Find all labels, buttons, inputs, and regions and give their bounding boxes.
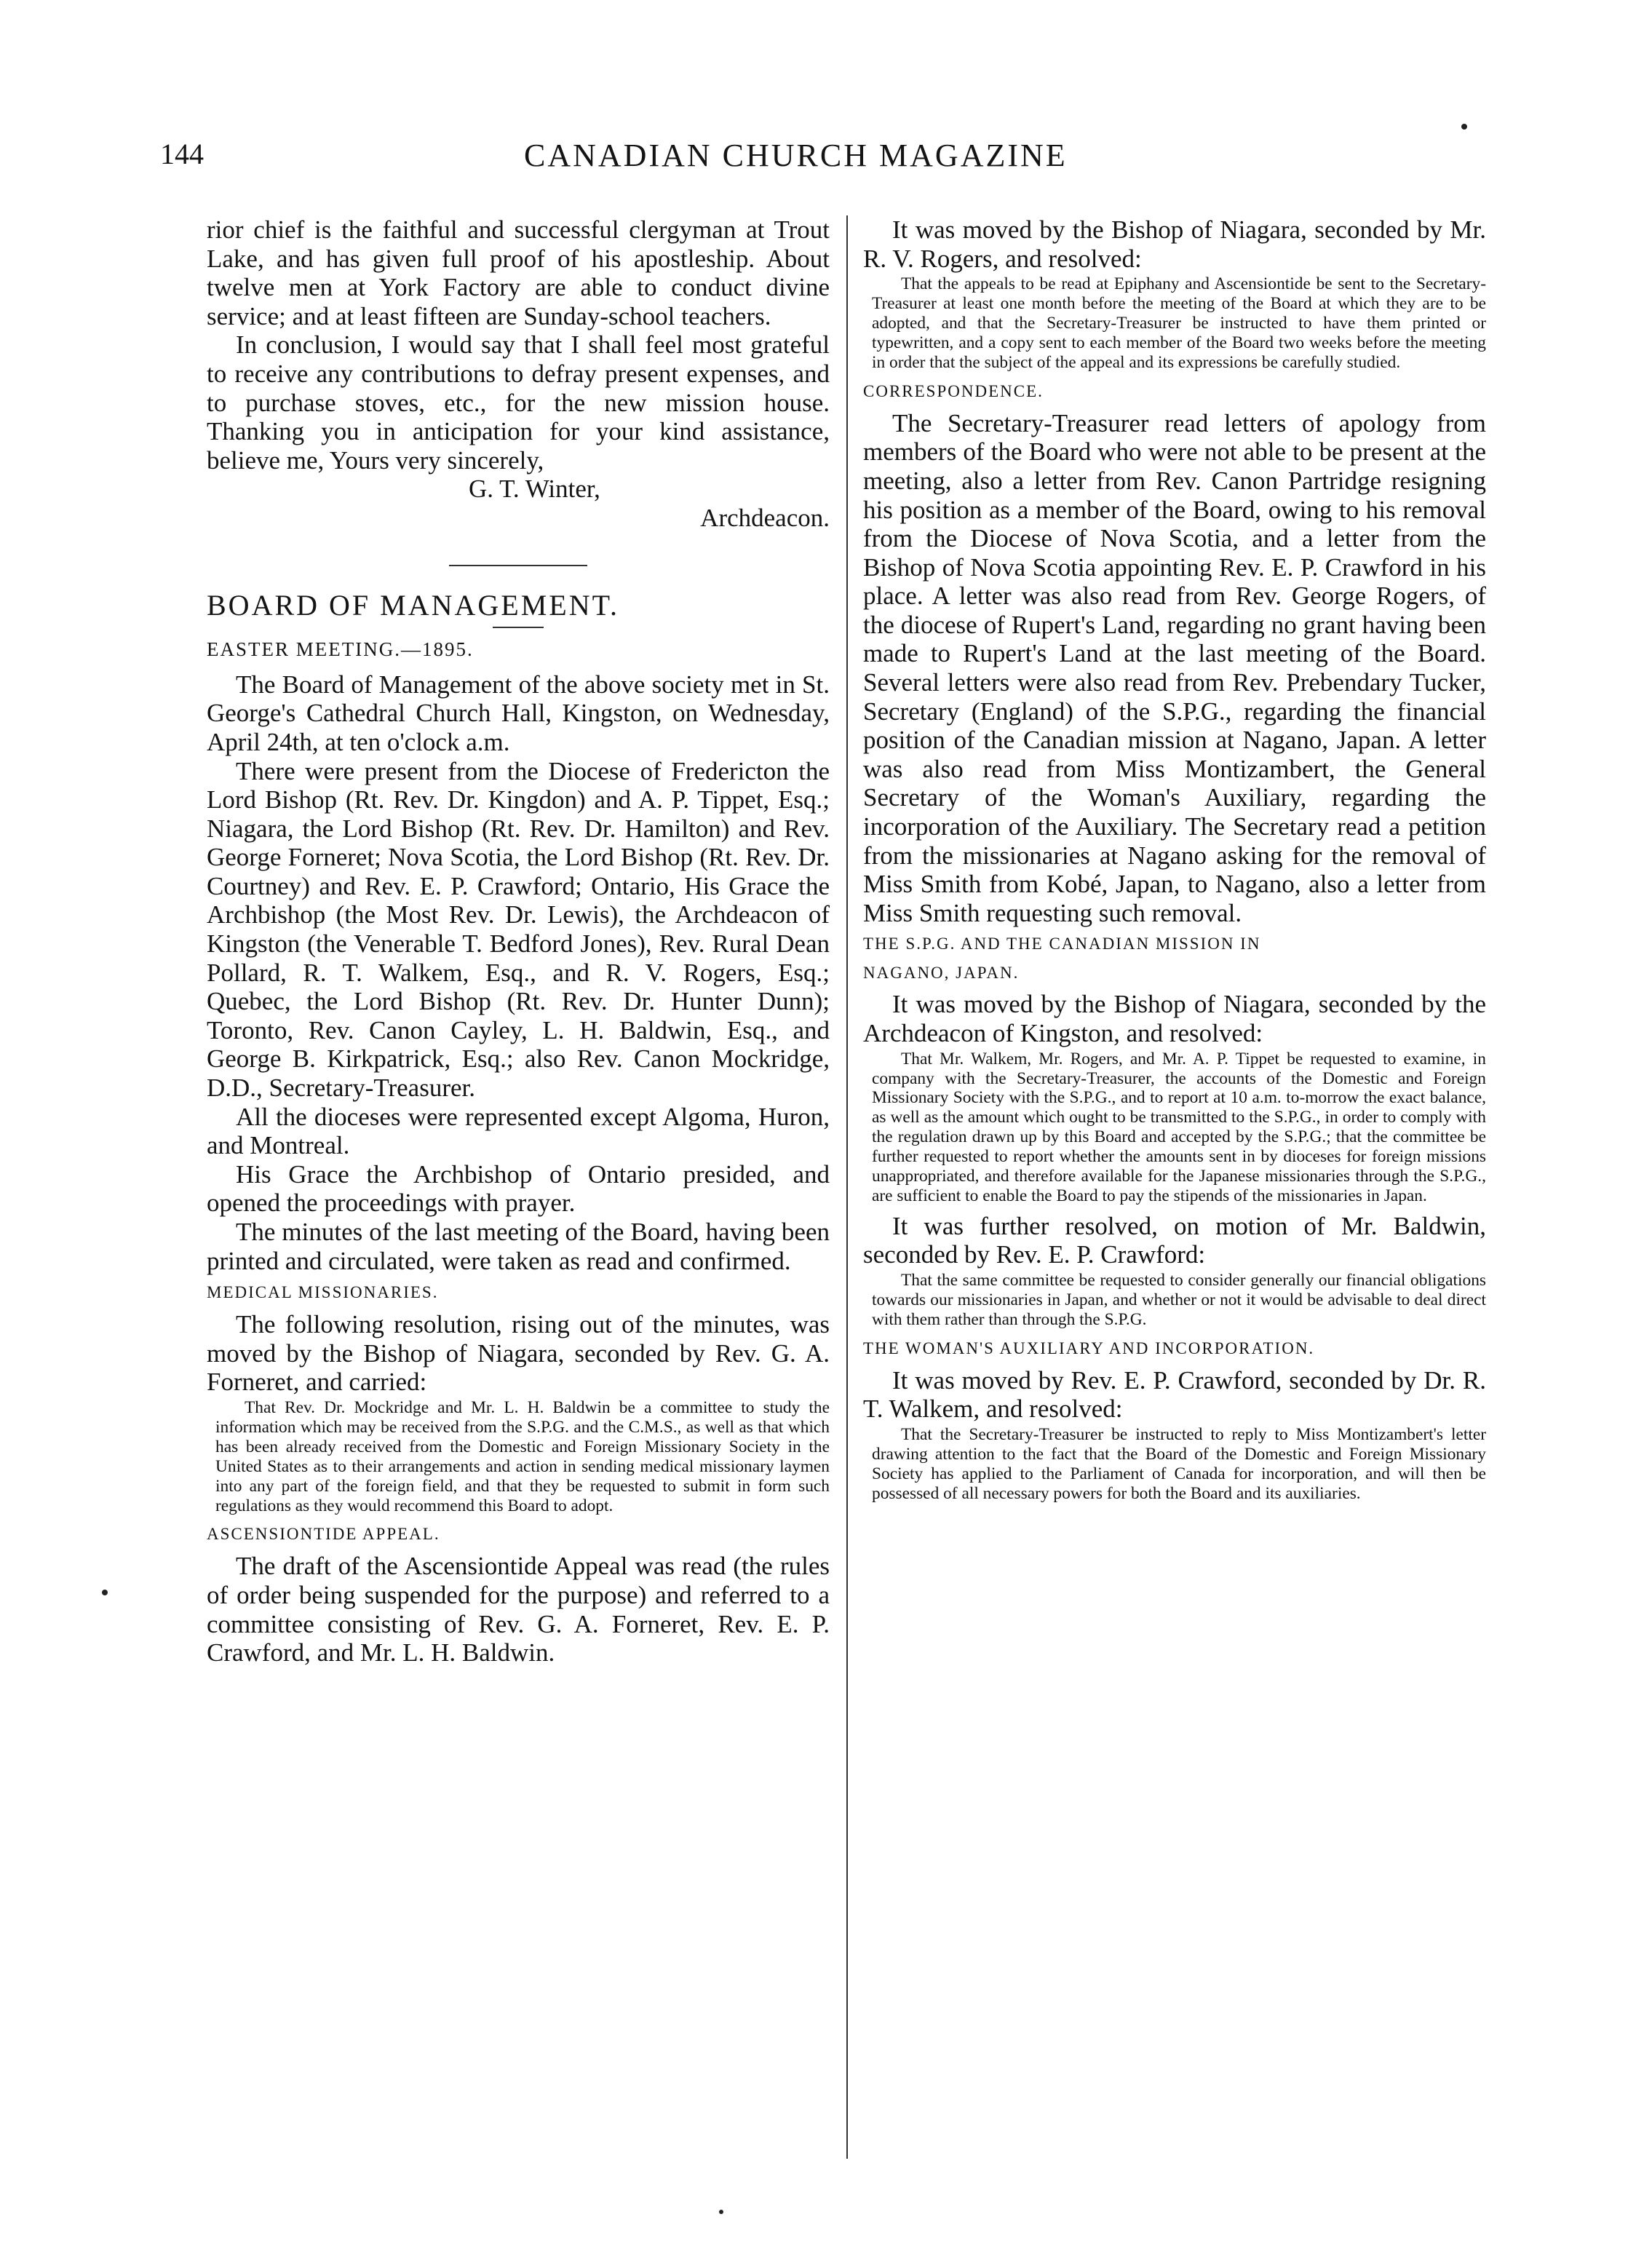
paragraph: The Board of Management of the above society met in St. George's Cathedral Church Hall, Kingston, on Wednesday, April 24th, at ten o'clock a.m.: [207, 670, 830, 756]
paragraph: His Grace the Archbishop of Ontario presided, and opened the proceedings with prayer.: [207, 1159, 830, 1218]
right-column: [863, 215, 1486, 1510]
paragraph: The minutes of the last meeting of the Board, having been printed and circulated, were taken as read and confirmed.: [207, 1218, 830, 1275]
subsection-heading: CORRESPONDENCE.: [863, 381, 1044, 400]
section-rule: [449, 565, 587, 566]
paragraph: rior chief is the faithful and successful clergyman at Trout Lake, and has given full proof of his apostleship. About twelve men at York Factory are able to conduct divine service; and at least fifteen are Sunday-school teachers.: [207, 215, 830, 330]
subsection-heading: THE WOMAN'S AUXILIARY AND INCORPORATION.: [863, 1338, 1315, 1357]
subsection-heading: MEDICAL MISSIONARIES.: [207, 1283, 439, 1302]
column-divider: [846, 215, 848, 2159]
paragraph: There were present from the Diocese of Fredericton the Lord Bishop (Rt. Rev. Dr. Kingdon) and A. P. Tippet, Esq.; Niagara, the Lord Bishop (Rt. Rev. Dr. Hamilton) and Rev. George Forneret; Nova Scotia, the Lord Bishop (Rt. Rev. Dr. Courtney) and Rev. E. P. Crawford; Ontario, His Grace the Archbishop (the Most Rev. Dr. Lewis), the Archdeacon of Kingston (the Venerable T. Bedford Jones), Rev. Rural Dean Pollard, R. T. Walkem, Esq., and R. V. Rogers, Esq.; Quebec, the Lord Bishop (Rt. Rev. Dr. Hunter Dunn); Toronto, Rev. Canon Cayley, L. H. Baldwin, Esq., and George B. Kirkpatrick, Esq.; also Rev. Canon Mockridge, D.D., Secretary-Treasurer.: [207, 756, 830, 1103]
resolution-text: That Rev. Dr. Mockridge and Mr. L. H. Baldwin be a committee to study the information which may be received from the S.P.G. and the C.M.S., as well as that which has been already received from the Domestic and Foreign Missionary Society in the United States as to their arrangements and action in sending medical missionary laymen into any part of the foreign field, and that they be requested to submit in form such regulations as they would recommend this Board to adopt.: [215, 1397, 830, 1515]
subsection-heading: THE S.P.G. AND THE CANADIAN MISSION IN: [863, 935, 1261, 953]
paragraph: The following resolution, rising out of the minutes, was moved by the Bishop of Niagara, seconded by Rev. G. A. Forneret, and carried:: [207, 1310, 830, 1397]
signature-name: G. T. Winter,: [469, 475, 600, 504]
section-heading: BOARD OF MANAGEMENT.: [207, 588, 620, 622]
subsection-heading: ASCENSIONTIDE APPEAL.: [207, 1525, 440, 1544]
paragraph: It was moved by Rev. E. P. Crawford, seconded by Dr. R. T. Walkem, and resolved:: [863, 1365, 1486, 1424]
paragraph: All the dioceses were represented except Algoma, Huron, and Montreal.: [207, 1102, 830, 1160]
meeting-heading: EASTER MEETING.—1895.: [207, 638, 474, 661]
page-number: 144: [160, 138, 204, 170]
paragraph: It was moved by the Bishop of Niagara, seconded by the Archdeacon of Kingston, and resolved:: [863, 990, 1486, 1047]
resolution-text: That Mr. Walkem, Mr. Rogers, and Mr. A. P. Tippet be requested to examine, in company with the Secretary-Treasurer, the accounts of the Domestic and Foreign Missionary Society with the S.P.G., and to report at 10 a.m. to-morrow the exact balance, as well as the amount which ought to be transmitted to the S.P.G., in order to comply with the regulation drawn up by this Board and accepted by the S.P.G.; that the committee be further requested to report whether the amounts sent in by dioceses for foreign missions unappropriated, and therefore available for the Japanese missionaries through the S.P.G., are sufficient to enable the Board to pay the stipends of the missionaries in Japan.: [872, 1049, 1486, 1205]
paragraph: The Secretary-Treasurer read letters of apology from members of the Board who were not able to be present at the meeting, also a letter from Rev. Canon Partridge resigning his position as a member of the Board, owing to his removal from the Diocese of Nova Scotia, and a letter from the Bishop of Nova Scotia appointing Rev. E. P. Crawford in his place. A letter was also read from Rev. George Rogers, of the diocese of Rupert's Land, regarding no grant having been made to Rupert's Land at the last meeting of the Board. Several letters were also read from Rev. Prebendary Tucker, Secretary (England) of the S.P.G., regarding the financial position of the Canadian mission at Nagano, Japan. A letter was also read from Miss Montizambert, the General Secretary of the Woman's Auxiliary, regarding the incorporation of the Auxiliary. The Secretary read a petition from the missionaries at Nagano asking for the removal of Miss Smith from Kobé, Japan, to Nagano, also a letter from Miss Smith requesting such removal.: [863, 408, 1486, 927]
resolution-text: That the same committee be requested to consider generally our financial obligations towards our missionaries in Japan, and whether or not it would be advisable to deal direct with them rather than through the S.P.G.: [872, 1271, 1486, 1329]
resolution-text: That the Secretary-Treasurer be instructed to reply to Miss Montizambert's letter drawing attention to the fact that the Board of the Domestic and Foreign Missionary Society has applied to the Parliament of Canada for incorporation, and will then be possessed of all necessary powers for both the Board and its auxiliaries.: [872, 1424, 1486, 1503]
paragraph: In conclusion, I would say that I shall feel most grateful to receive any contributions to defray present expenses, and to purchase stoves, etc., for the new mission house. Thanking you in anticipation for your kind assistance, believe me, Yours very sincerely,: [207, 330, 830, 475]
print-speck: [719, 2210, 723, 2214]
page-header: [160, 137, 1514, 181]
print-speck: [1461, 124, 1467, 130]
signature-title: Archdeacon.: [700, 503, 830, 532]
running-title: CANADIAN CHURCH MAGAZINE: [524, 138, 1068, 173]
subsection-heading: NAGANO, JAPAN.: [863, 964, 1020, 983]
heading-rule: [493, 627, 544, 628]
paragraph: It was moved by the Bishop of Niagara, seconded by Mr. R. V. Rogers, and resolved:: [863, 215, 1486, 273]
print-speck: [102, 1590, 108, 1595]
left-column: [207, 215, 830, 1667]
resolution-text: That the appeals to be read at Epiphany and Ascensiontide be sent to the Secretary-Treasurer at least one month before the meeting of the Board at which they are to be adopted, and that the Secretary-Treasurer be instructed to have them printed or typewritten, and a copy sent to each member of the Board two weeks before the meeting in order that the subject of the appeal and its expressions be carefully studied.: [872, 274, 1486, 372]
paragraph: It was further resolved, on motion of Mr. Baldwin, seconded by Rev. E. P. Crawford:: [863, 1211, 1486, 1269]
paragraph: The draft of the Ascensiontide Appeal was read (the rules of order being suspended for the purpose) and referred to a committee consisting of Rev. G. A. Forneret, Rev. E. P. Crawford, and Mr. L. H. Baldwin.: [207, 1552, 830, 1667]
